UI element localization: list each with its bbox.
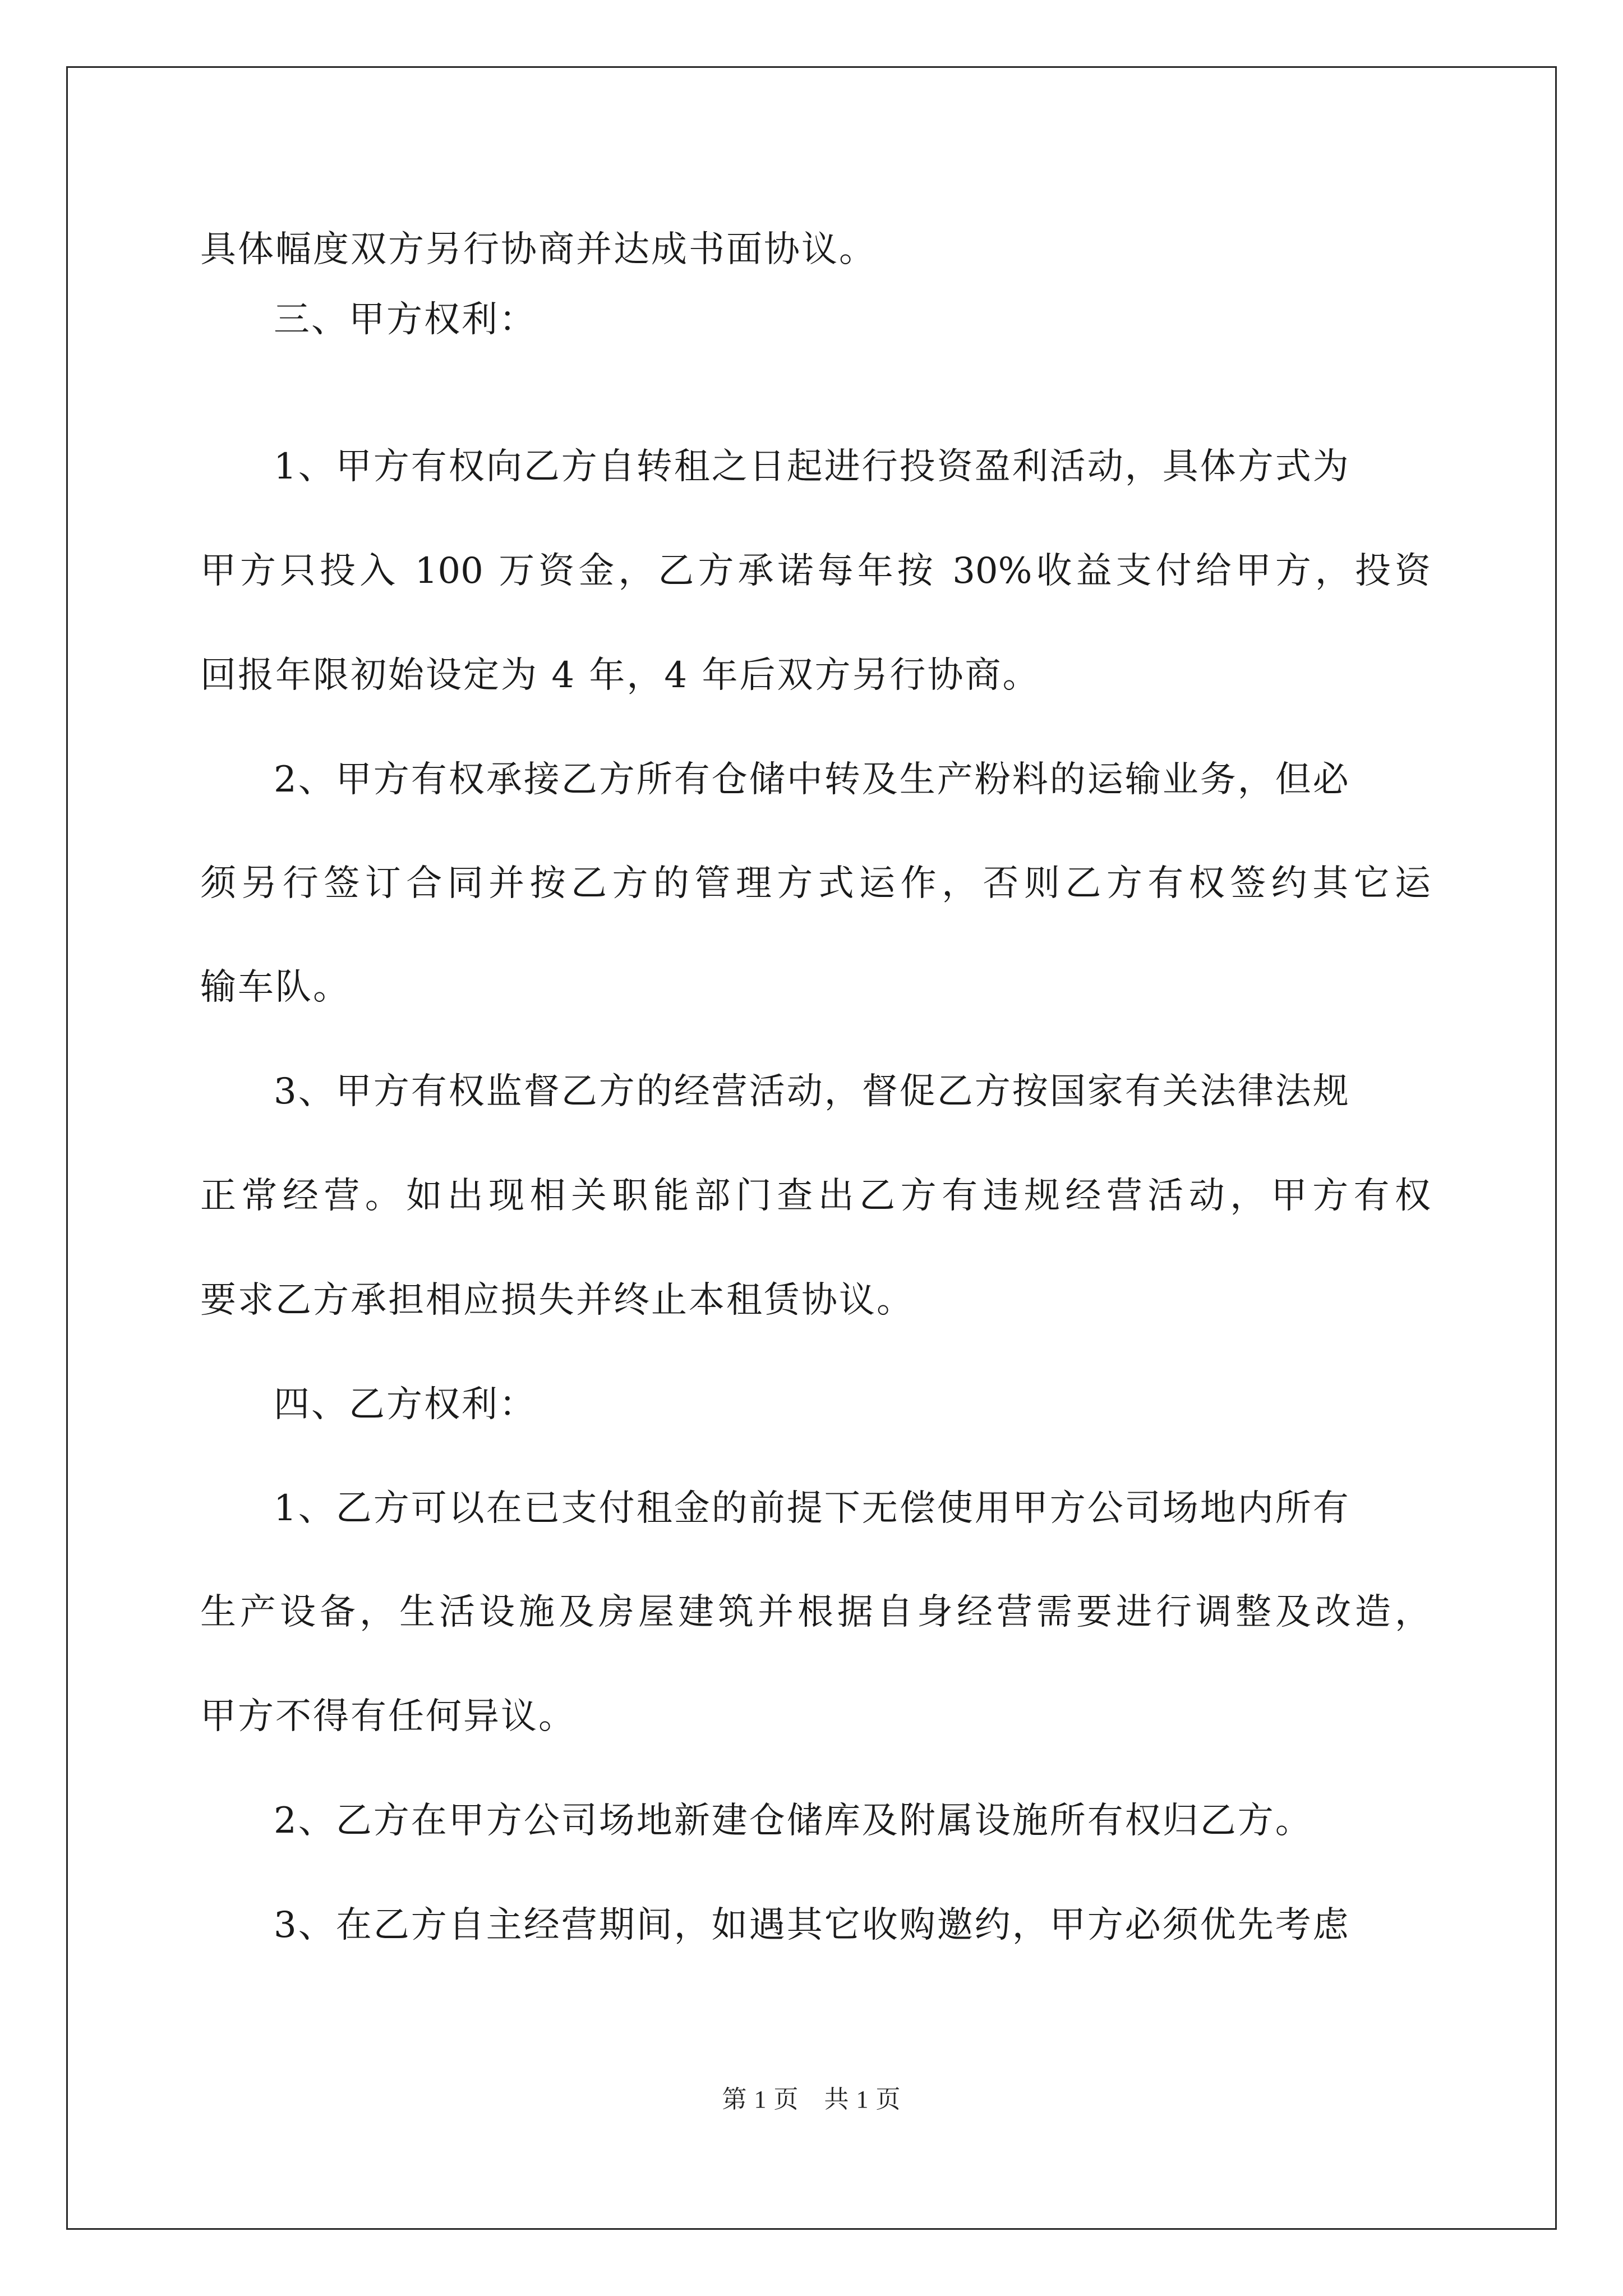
text-line: 输车队。	[200, 967, 351, 1008]
text-line: 具体幅度双方另行协商并达成书面协议。	[200, 229, 877, 270]
text-line: 1、甲方有权向乙方自转租之日起进行投资盈利活动，具体方式为	[274, 446, 1350, 487]
text-line: 1、乙方可以在已支付租金的前提下无偿使用甲方公司场地内所有	[274, 1488, 1350, 1529]
section-heading: 四、乙方权利：	[274, 1384, 537, 1425]
text-line: 3、在乙方自主经营期间，如遇其它收购邀约，甲方必须优先考虑	[274, 1904, 1350, 1946]
text-line: 2、乙方在甲方公司场地新建仓储库及附属设施所有权归乙方。	[274, 1800, 1313, 1842]
text-line: 甲方只投入 100 万资金，乙方承诺每年按 30%收益支付给甲方，投资	[200, 550, 1431, 592]
section-heading: 三、甲方权利：	[274, 299, 537, 341]
text-line: 正常经营。如出现相关职能部门查出乙方有违规经营活动，甲方有权	[200, 1175, 1431, 1217]
text-line: 回报年限初始设定为 4 年，4 年后双方另行协商。	[200, 655, 1040, 696]
text-line: 要求乙方承担相应损失并终止本租赁协议。	[200, 1280, 914, 1321]
text-line: 甲方不得有任何异议。	[200, 1696, 576, 1737]
text-line: 生产设备，生活设施及房屋建筑并根据自身经营需要进行调整及改造，	[200, 1591, 1431, 1633]
page-number-footer: 第 1 页 共 1 页	[722, 2086, 901, 2113]
text-line: 3、甲方有权监督乙方的经营活动，督促乙方按国家有关法律法规	[274, 1071, 1350, 1112]
text-line: 须另行签订合同并按乙方的管理方式运作，否则乙方有权签约其它运	[200, 863, 1431, 904]
text-line: 2、甲方有权承接乙方所有仓储中转及生产粉料的运输业务，但必	[274, 759, 1350, 800]
